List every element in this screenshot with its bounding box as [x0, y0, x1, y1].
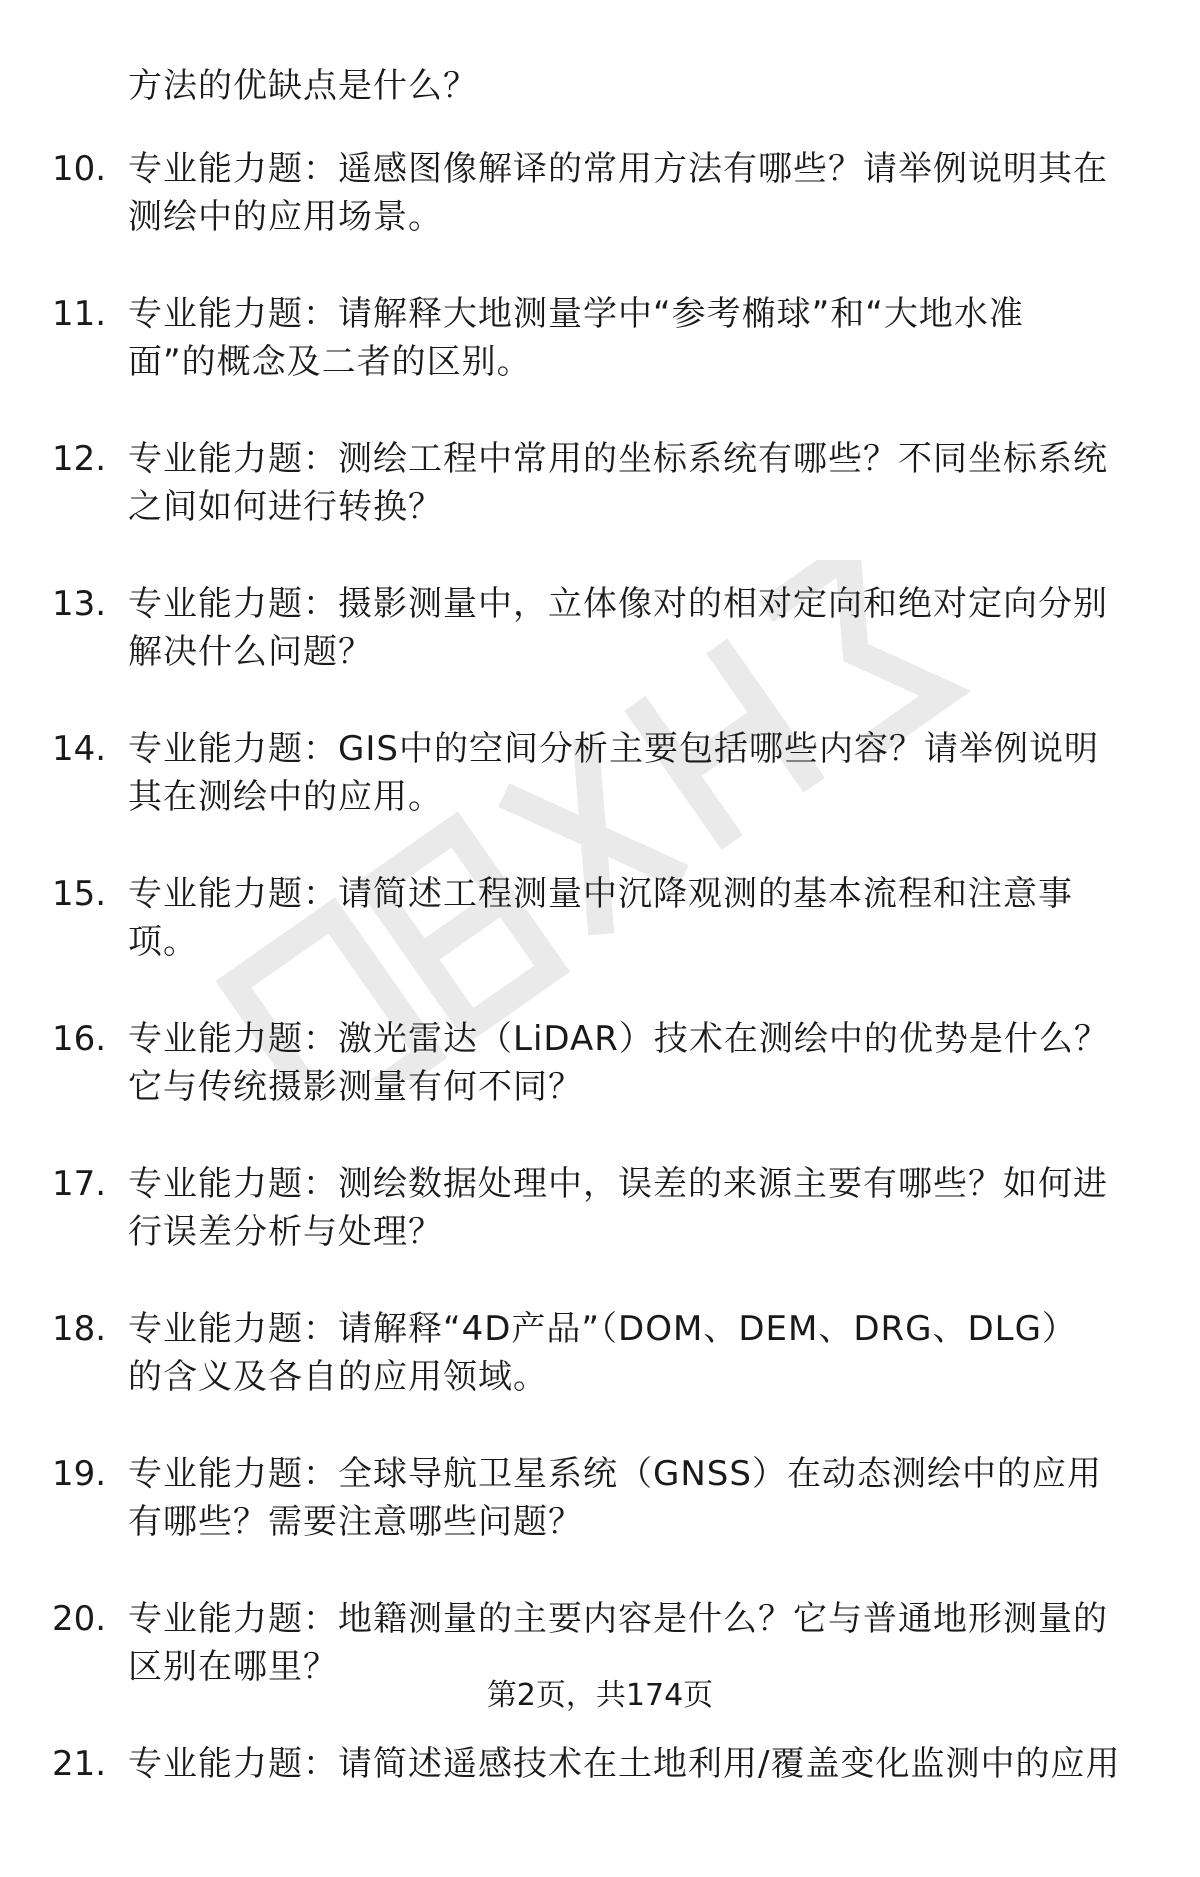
question-number: 11.	[52, 294, 107, 334]
question-number: 14.	[52, 729, 107, 769]
question-line: 专业能力题：测绘数据处理中，误差的来源主要有哪些？如何进	[128, 1164, 1108, 1204]
question-number: 18.	[52, 1309, 107, 1349]
question-line: 专业能力题：请解释大地测量学中“参考椭球”和“大地水准	[128, 294, 1024, 334]
question-text	[128, 1740, 1158, 1788]
question-line: 其在测绘中的应用。	[128, 777, 443, 817]
question-line: 行误差分析与处理？	[128, 1212, 443, 1252]
question-line: 之间如何进行转换？	[128, 487, 443, 527]
question-text	[128, 1305, 1158, 1401]
question-line: 项。	[128, 922, 198, 962]
question-text	[128, 1450, 1158, 1546]
question-text	[128, 1015, 1158, 1111]
question-line: 面”的概念及二者的区别。	[128, 342, 532, 382]
question-line: 专业能力题：遥感图像解译的常用方法有哪些？请举例说明其在	[128, 149, 1108, 189]
question-number: 15.	[52, 874, 107, 914]
question-number: 16.	[52, 1019, 107, 1059]
question-line: 专业能力题：摄影测量中，立体像对的相对定向和绝对定向分别	[128, 584, 1108, 624]
question-text	[128, 725, 1158, 821]
question-list	[0, 137, 1200, 1877]
question-line: 专业能力题：激光雷达（LiDAR）技术在测绘中的优势是什么？	[128, 1019, 1109, 1059]
question-text	[128, 435, 1158, 531]
question-number: 21.	[52, 1744, 107, 1784]
continuation-text: 方法的优缺点是什么？	[128, 66, 478, 106]
question-item	[0, 1152, 1200, 1297]
question-item	[0, 1442, 1200, 1587]
question-line: 专业能力题：测绘工程中常用的坐标系统有哪些？不同坐标系统	[128, 439, 1108, 479]
question-line: 区别在哪里？	[128, 1647, 338, 1687]
question-text	[128, 1160, 1158, 1256]
question-item	[0, 427, 1200, 572]
question-text	[128, 145, 1158, 241]
question-item	[0, 1297, 1200, 1442]
question-item	[0, 572, 1200, 717]
question-text	[128, 290, 1158, 386]
question-item	[0, 717, 1200, 862]
question-line: 它与传统摄影测量有何不同？	[128, 1067, 583, 1107]
question-number: 10.	[52, 149, 107, 189]
question-text	[128, 580, 1158, 676]
question-line: 专业能力题：请简述遥感技术在土地利用/覆盖变化监测中的应用	[128, 1744, 1121, 1784]
question-item	[0, 282, 1200, 427]
question-item	[0, 1007, 1200, 1152]
question-number: 12.	[52, 439, 107, 479]
question-item	[0, 1732, 1200, 1877]
question-item	[0, 862, 1200, 1007]
question-text	[128, 870, 1158, 966]
page-footer: 第2页，共174页	[486, 1678, 714, 1713]
question-item	[0, 137, 1200, 282]
question-line: 测绘中的应用场景。	[128, 197, 443, 237]
question-line: 专业能力题：GIS中的空间分析主要包括哪些内容？请举例说明	[128, 729, 1099, 769]
question-line: 有哪些？需要注意哪些问题？	[128, 1502, 583, 1542]
question-number: 13.	[52, 584, 107, 624]
question-number: 17.	[52, 1164, 107, 1204]
question-line: 专业能力题：请简述工程测量中沉降观测的基本流程和注意事	[128, 874, 1073, 914]
question-line: 解决什么问题？	[128, 632, 373, 672]
question-line: 的含义及各自的应用领域。	[128, 1357, 548, 1397]
question-line: 专业能力题：全球导航卫星系统（GNSS）在动态测绘中的应用	[128, 1454, 1102, 1494]
question-line: 专业能力题：请解释“4D产品”（DOM、DEM、DRG、DLG）	[128, 1309, 1077, 1349]
question-line: 专业能力题：地籍测量的主要内容是什么？它与普通地形测量的	[128, 1599, 1108, 1639]
question-number: 19.	[52, 1454, 107, 1494]
question-number: 20.	[52, 1599, 107, 1639]
